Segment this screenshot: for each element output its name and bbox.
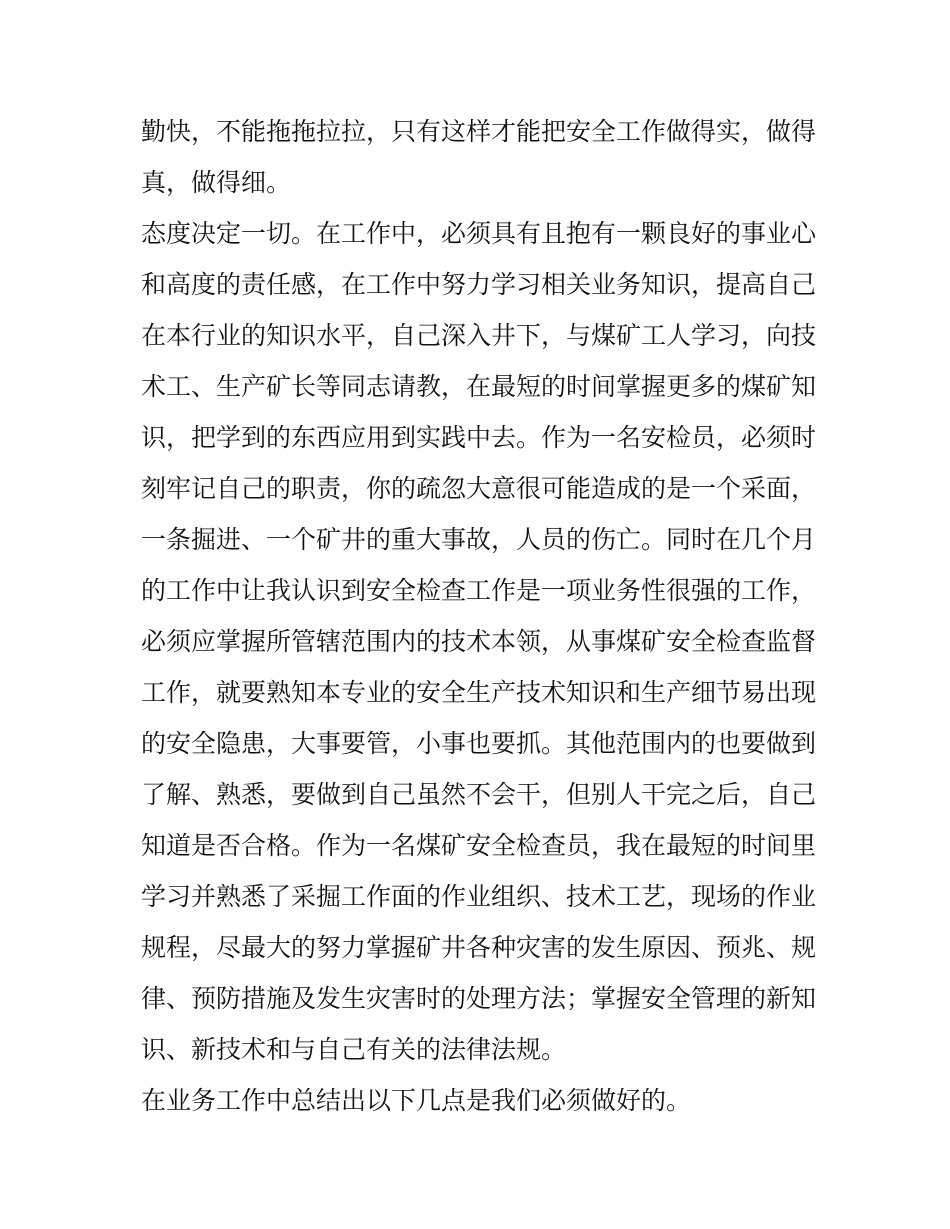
text-line: 识，把学到的东西应用到实践中去。作为一名安检员，必须时: [141, 423, 817, 452]
text-line: 态度决定一切。在工作中，必须具有且抱有一颗良好的事业心: [141, 219, 817, 248]
text-line: 一条掘进、一个矿井的重大事故，人员的伤亡。同时在几个月: [141, 525, 817, 554]
text-line: 术工、生产矿长等同志请教，在最短的时间掌握更多的煤矿知: [141, 372, 817, 401]
body-text: [141, 106, 821, 1126]
text-line: 规程，尽最大的努力掌握矿井各种灾害的发生原因、预兆、规: [141, 933, 817, 962]
text-line: 工作，就要熟知本专业的安全生产技术知识和生产细节易出现: [141, 678, 817, 707]
text-line: 的安全隐患，大事要管，小事也要抓。其他范围内的也要做到: [141, 729, 817, 758]
text-line: 知道是否合格。作为一名煤矿安全检查员，我在最短的时间里: [141, 831, 817, 860]
text-line: 学习并熟悉了采掘工作面的作业组织、技术工艺，现场的作业: [141, 882, 817, 911]
text-line: 的工作中让我认识到安全检查工作是一项业务性很强的工作，: [141, 576, 817, 605]
text-line: 刻牢记自己的职责，你的疏忽大意很可能造成的是一个采面，: [141, 474, 817, 503]
text-line: 在业务工作中总结出以下几点是我们必须做好的。: [141, 1086, 692, 1115]
text-line: 真，做得细。: [141, 168, 292, 197]
text-line: 勤快，不能拖拖拉拉，只有这样才能把安全工作做得实，做得: [141, 117, 817, 146]
text-line: 必须应掌握所管辖范围内的技术本领，从事煤矿安全检查监督: [141, 627, 817, 656]
text-line: 和高度的责任感，在工作中努力学习相关业务知识，提高自己: [141, 270, 817, 299]
text-line: 律、预防措施及发生灾害时的处理方法；掌握安全管理的新知: [141, 984, 817, 1013]
text-line: 识、新技术和与自己有关的法律法规。: [141, 1035, 567, 1064]
text-line: 了解、熟悉，要做到自己虽然不会干，但别人干完之后，自己: [141, 780, 817, 809]
text-line: 在本行业的知识水平，自己深入井下，与煤矿工人学习，向技: [141, 321, 817, 350]
